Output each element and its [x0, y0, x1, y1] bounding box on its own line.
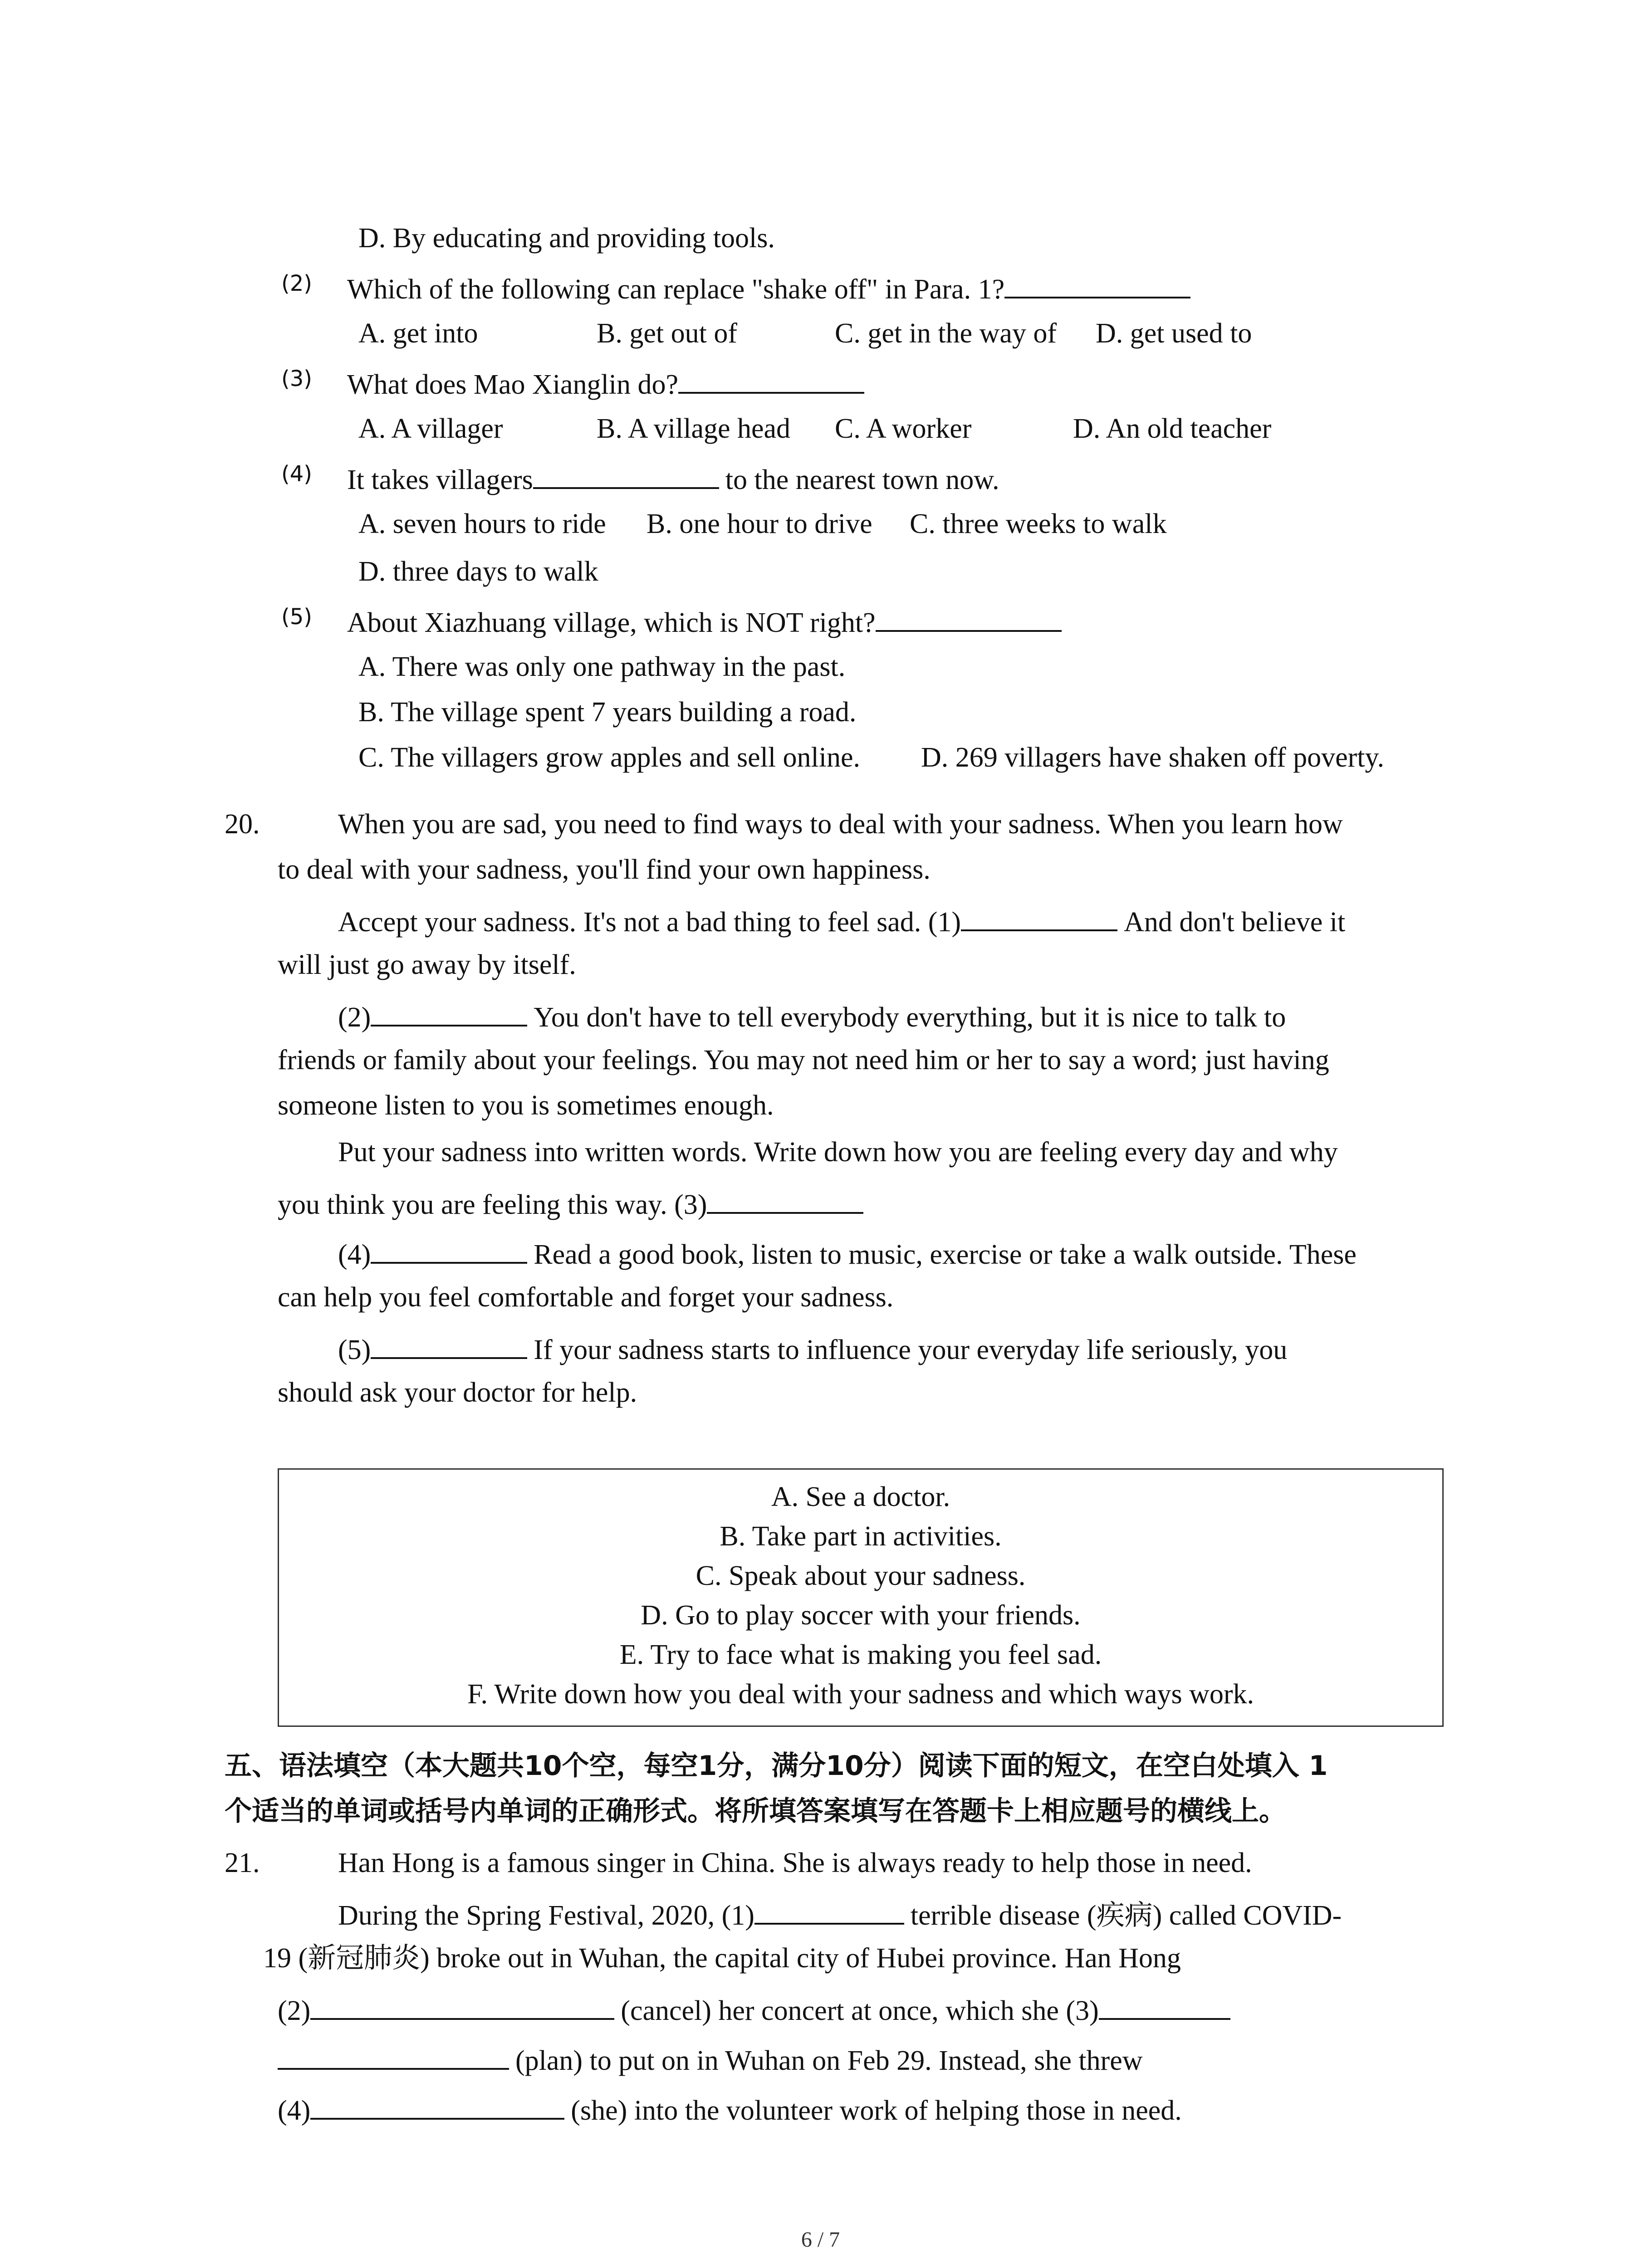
q20-p3-line2: you think you are feeling this way. (3) — [278, 1184, 870, 1223]
q19-3-stem: What does Mao Xianglin do? — [347, 364, 871, 403]
q20-p4-line2: can help you feel comfortable and forget your sadness. — [278, 1282, 894, 1313]
q21-line1: Han Hong is a famous singer in China. She is always ready to help those in need. — [338, 1848, 1252, 1878]
answer-blank-3-cont[interactable] — [278, 2040, 509, 2070]
q20-choices-box — [278, 1468, 1444, 1727]
q20-p2-line2: friends or family about your feelings. You may not need him or her to say a word; just having — [278, 1045, 1329, 1075]
answer-blank-5[interactable] — [371, 1329, 527, 1359]
answer-blank[interactable] — [533, 459, 719, 489]
q21-line5: (plan) to put on in Wuhan on Feb 29. Instead, she threw — [278, 2040, 1143, 2079]
answer-blank-3[interactable] — [707, 1184, 863, 1214]
q20-choice-d: D. Go to play soccer with your friends. — [641, 1600, 1081, 1631]
q19-5-option-d: D. 269 villagers have shaken off poverty. — [921, 742, 1385, 773]
q19-5-number: (5) — [281, 604, 312, 630]
q19-5-option-b: B. The village spent 7 years building a road. — [358, 697, 857, 728]
q19-3-number: (3) — [281, 366, 312, 391]
q19-2-number: (2) — [281, 271, 312, 296]
q19-5-option-a: A. There was only one pathway in the past. — [358, 651, 846, 682]
answer-blank[interactable] — [1004, 269, 1190, 298]
q19-3-option-c: C. A worker — [835, 413, 972, 444]
answer-blank[interactable] — [876, 602, 1062, 632]
answer-blank[interactable] — [678, 364, 864, 394]
q20-p2-line1: (2) You don't have to tell everybody everything, but it is nice to talk to — [338, 997, 1286, 1036]
q20-p4-line1: (4) Read a good book, listen to music, exercise or take a walk outside. These — [338, 1234, 1357, 1273]
q21-number: 21. — [225, 1848, 260, 1878]
q21-line3: 19 (新冠肺炎) broke out in Wuhan, the capital city of Hubei province. Han Hong — [263, 1943, 1181, 1974]
q19-5-stem: About Xiazhuang village, which is NOT right? — [347, 602, 1068, 641]
answer-blank-2[interactable] — [371, 997, 527, 1026]
q19-4-option-d: D. three days to walk — [358, 556, 598, 587]
q19-4-stem: It takes villagers to the nearest town now. — [347, 459, 999, 498]
q21-line6: (4) (she) into the volunteer work of helping those in need. — [278, 2090, 1182, 2129]
q20-intro-line2: to deal with your sadness, you'll find your own happiness. — [278, 854, 931, 885]
q19-4-option-c: C. three weeks to walk — [910, 508, 1167, 539]
q20-p5-line1: (5) If your sadness starts to influence your everyday life seriously, you — [338, 1329, 1287, 1368]
q19-4-option-a: A. seven hours to ride — [358, 508, 606, 539]
q20-choice-e: E. Try to face what is making you feel sad. — [619, 1639, 1102, 1670]
q20-intro-line1: When you are sad, you need to find ways to deal with your sadness. When you learn how — [338, 809, 1343, 840]
answer-blank-1[interactable] — [961, 901, 1117, 931]
q19-5-option-c: C. The villagers grow apples and sell online. — [358, 742, 861, 773]
q21-line4: (2) (cancel) her concert at once, which she (3) — [278, 1990, 1237, 2029]
answer-blank-4[interactable] — [371, 1234, 527, 1264]
answer-blank-1[interactable] — [754, 1895, 904, 1925]
q20-choice-a: A. See a doctor. — [771, 1481, 950, 1512]
q20-p5-line2: should ask your doctor for help. — [278, 1377, 637, 1408]
section5-heading-line1: 五、语法填空（本大题共10个空，每空1分，满分10分）阅读下面的短文，在空白处填入 1 — [225, 1750, 1328, 1782]
q19-2-option-d: D. get used to — [1096, 318, 1252, 349]
q20-choice-b: B. Take part in activities. — [720, 1521, 1002, 1552]
q19-4-option-b: B. one hour to drive — [647, 508, 872, 539]
q20-choice-c: C. Speak about your sadness. — [696, 1560, 1026, 1591]
q19-option-d-prev: D. By educating and providing tools. — [358, 223, 775, 254]
q19-4-number: (4) — [281, 461, 312, 487]
answer-blank-2[interactable] — [310, 1990, 614, 2020]
q19-2-option-b: B. get out of — [597, 318, 737, 349]
q20-choice-f: F. Write down how you deal with your sadness and which ways work. — [467, 1679, 1254, 1710]
q20-p2-line3: someone listen to you is sometimes enough. — [278, 1090, 774, 1121]
answer-blank-3[interactable] — [1099, 1990, 1230, 2020]
page-number: 6 / 7 — [801, 2228, 840, 2252]
q19-2-option-a: A. get into — [358, 318, 478, 349]
q19-3-option-d: D. An old teacher — [1073, 413, 1272, 444]
q19-2-option-c: C. get in the way of — [835, 318, 1057, 349]
answer-blank-4[interactable] — [310, 2090, 564, 2120]
q19-2-stem: Which of the following can replace "shake off" in Para. 1? — [347, 269, 1197, 308]
section5-heading-line2: 个适当的单词或括号内单词的正确形式。将所填答案填写在答题卡上相应题号的横线上。 — [225, 1795, 1286, 1827]
q20-p1-line1: Accept your sadness. It's not a bad thing to feel sad. (1) And don't believe it — [338, 901, 1345, 940]
q19-3-option-b: B. A village head — [597, 413, 791, 444]
q19-3-option-a: A. A villager — [358, 413, 503, 444]
q20-number: 20. — [225, 809, 260, 840]
q21-line2: During the Spring Festival, 2020, (1) terrible disease (疾病) called COVID- — [338, 1895, 1342, 1934]
q20-p1-line2: will just go away by itself. — [278, 949, 576, 980]
q20-p3-line1: Put your sadness into written words. Write down how you are feeling every day and why — [338, 1137, 1338, 1168]
